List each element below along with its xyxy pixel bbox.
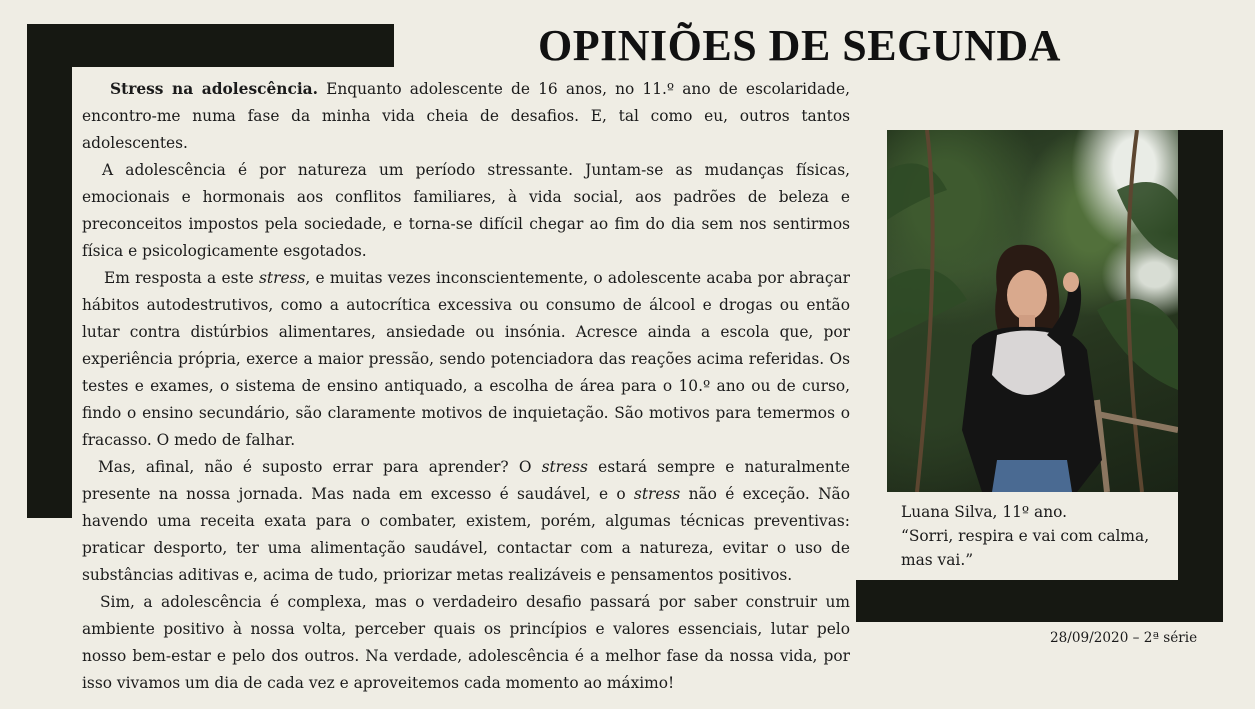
page-title: OPINIÕES DE SEGUNDA — [538, 21, 1061, 70]
article-body — [82, 76, 850, 697]
author-photo-illustration — [887, 130, 1178, 492]
decorative-bar-right — [1178, 130, 1223, 622]
article-paragraph-1: Stress na adolescência. Enquanto adolescente de 16 anos, no 11.º ano de escolaridade, encontro-me numa fase da minha vida cheia de desafios. E, tal como eu, outros tantos adolescentes. — [82, 80, 850, 152]
article-paragraph-2: A adolescência é por natureza um período stressante. Juntam-se as mudanças físicas, emocionais e hormonais aos conflitos familiares, à vida social, aos padrões de beleza e preconceitos impostos pela sociedade, e torna-se difícil chegar ao fim do dia sem nos sentirmos física e psicologicamente esgotados. — [82, 161, 850, 260]
photo-card — [887, 130, 1178, 578]
decorative-bar-top — [27, 24, 394, 67]
photo-caption-name: Luana Silva, 11º ano. — [901, 503, 1068, 521]
decorative-bar-left — [27, 24, 72, 518]
article-paragraph-3: Em resposta a este stress, e muitas vezes inconscientemente, o adolescente acaba por abraçar hábitos autodestrutivos, como a autocrítica excessiva ou consumo de álcool e drogas ou então lutar contra distúrbios alimentares, ansiedade ou insónia. Acresce ainda a escola que, por experiência própria, exerce a maior pressão, sendo potenciadora das reações acima referidas. Os testes e exames, o sistema de ensino antiquado, a escolha de área para o 10.º ano ou de curso, findo o ensino secundário, são claramente motivos de inquietação. São motivos para temermos o fracasso. O medo de falhar. — [82, 269, 850, 449]
article-lead: Stress na adolescência. — [110, 80, 319, 98]
article-paragraph-4: Mas, afinal, não é suposto errar para aprender? O stress estará sempre e naturalmente presente na nossa jornada. Mas nada em excesso é saudável, e o stress não é exceção. Não havendo uma receita exata para o combater, existem, porém, algumas técnicas preventivas: praticar desporto, ter uma alimentação saudável, contactar com a natureza, evitar o uso de substâncias aditivas e, acima de tudo, priorizar metas realizáveis e pensamentos positivos. — [82, 458, 850, 584]
issue-date: 28/09/2020 – 2ª série — [1050, 630, 1198, 646]
decorative-bar-bottom — [856, 580, 1223, 622]
author-photo — [887, 130, 1178, 492]
photo-caption-quote: “Sorri, respira e vai com calma, mas vai.” — [901, 527, 1150, 569]
photo-caption — [901, 500, 1171, 572]
article-paragraph-5: Sim, a adolescência é complexa, mas o verdadeiro desafio passará por saber construir um ambiente positivo à nossa volta, perceber quais os princípios e valores essenciais, lutar pelo nosso bem-estar e pelo dos outros. Na verdade, adolescência é a melhor fase da nossa vida, por isso vivamos um dia de cada vez e aproveitemos cada momento ao máximo! — [82, 593, 850, 692]
